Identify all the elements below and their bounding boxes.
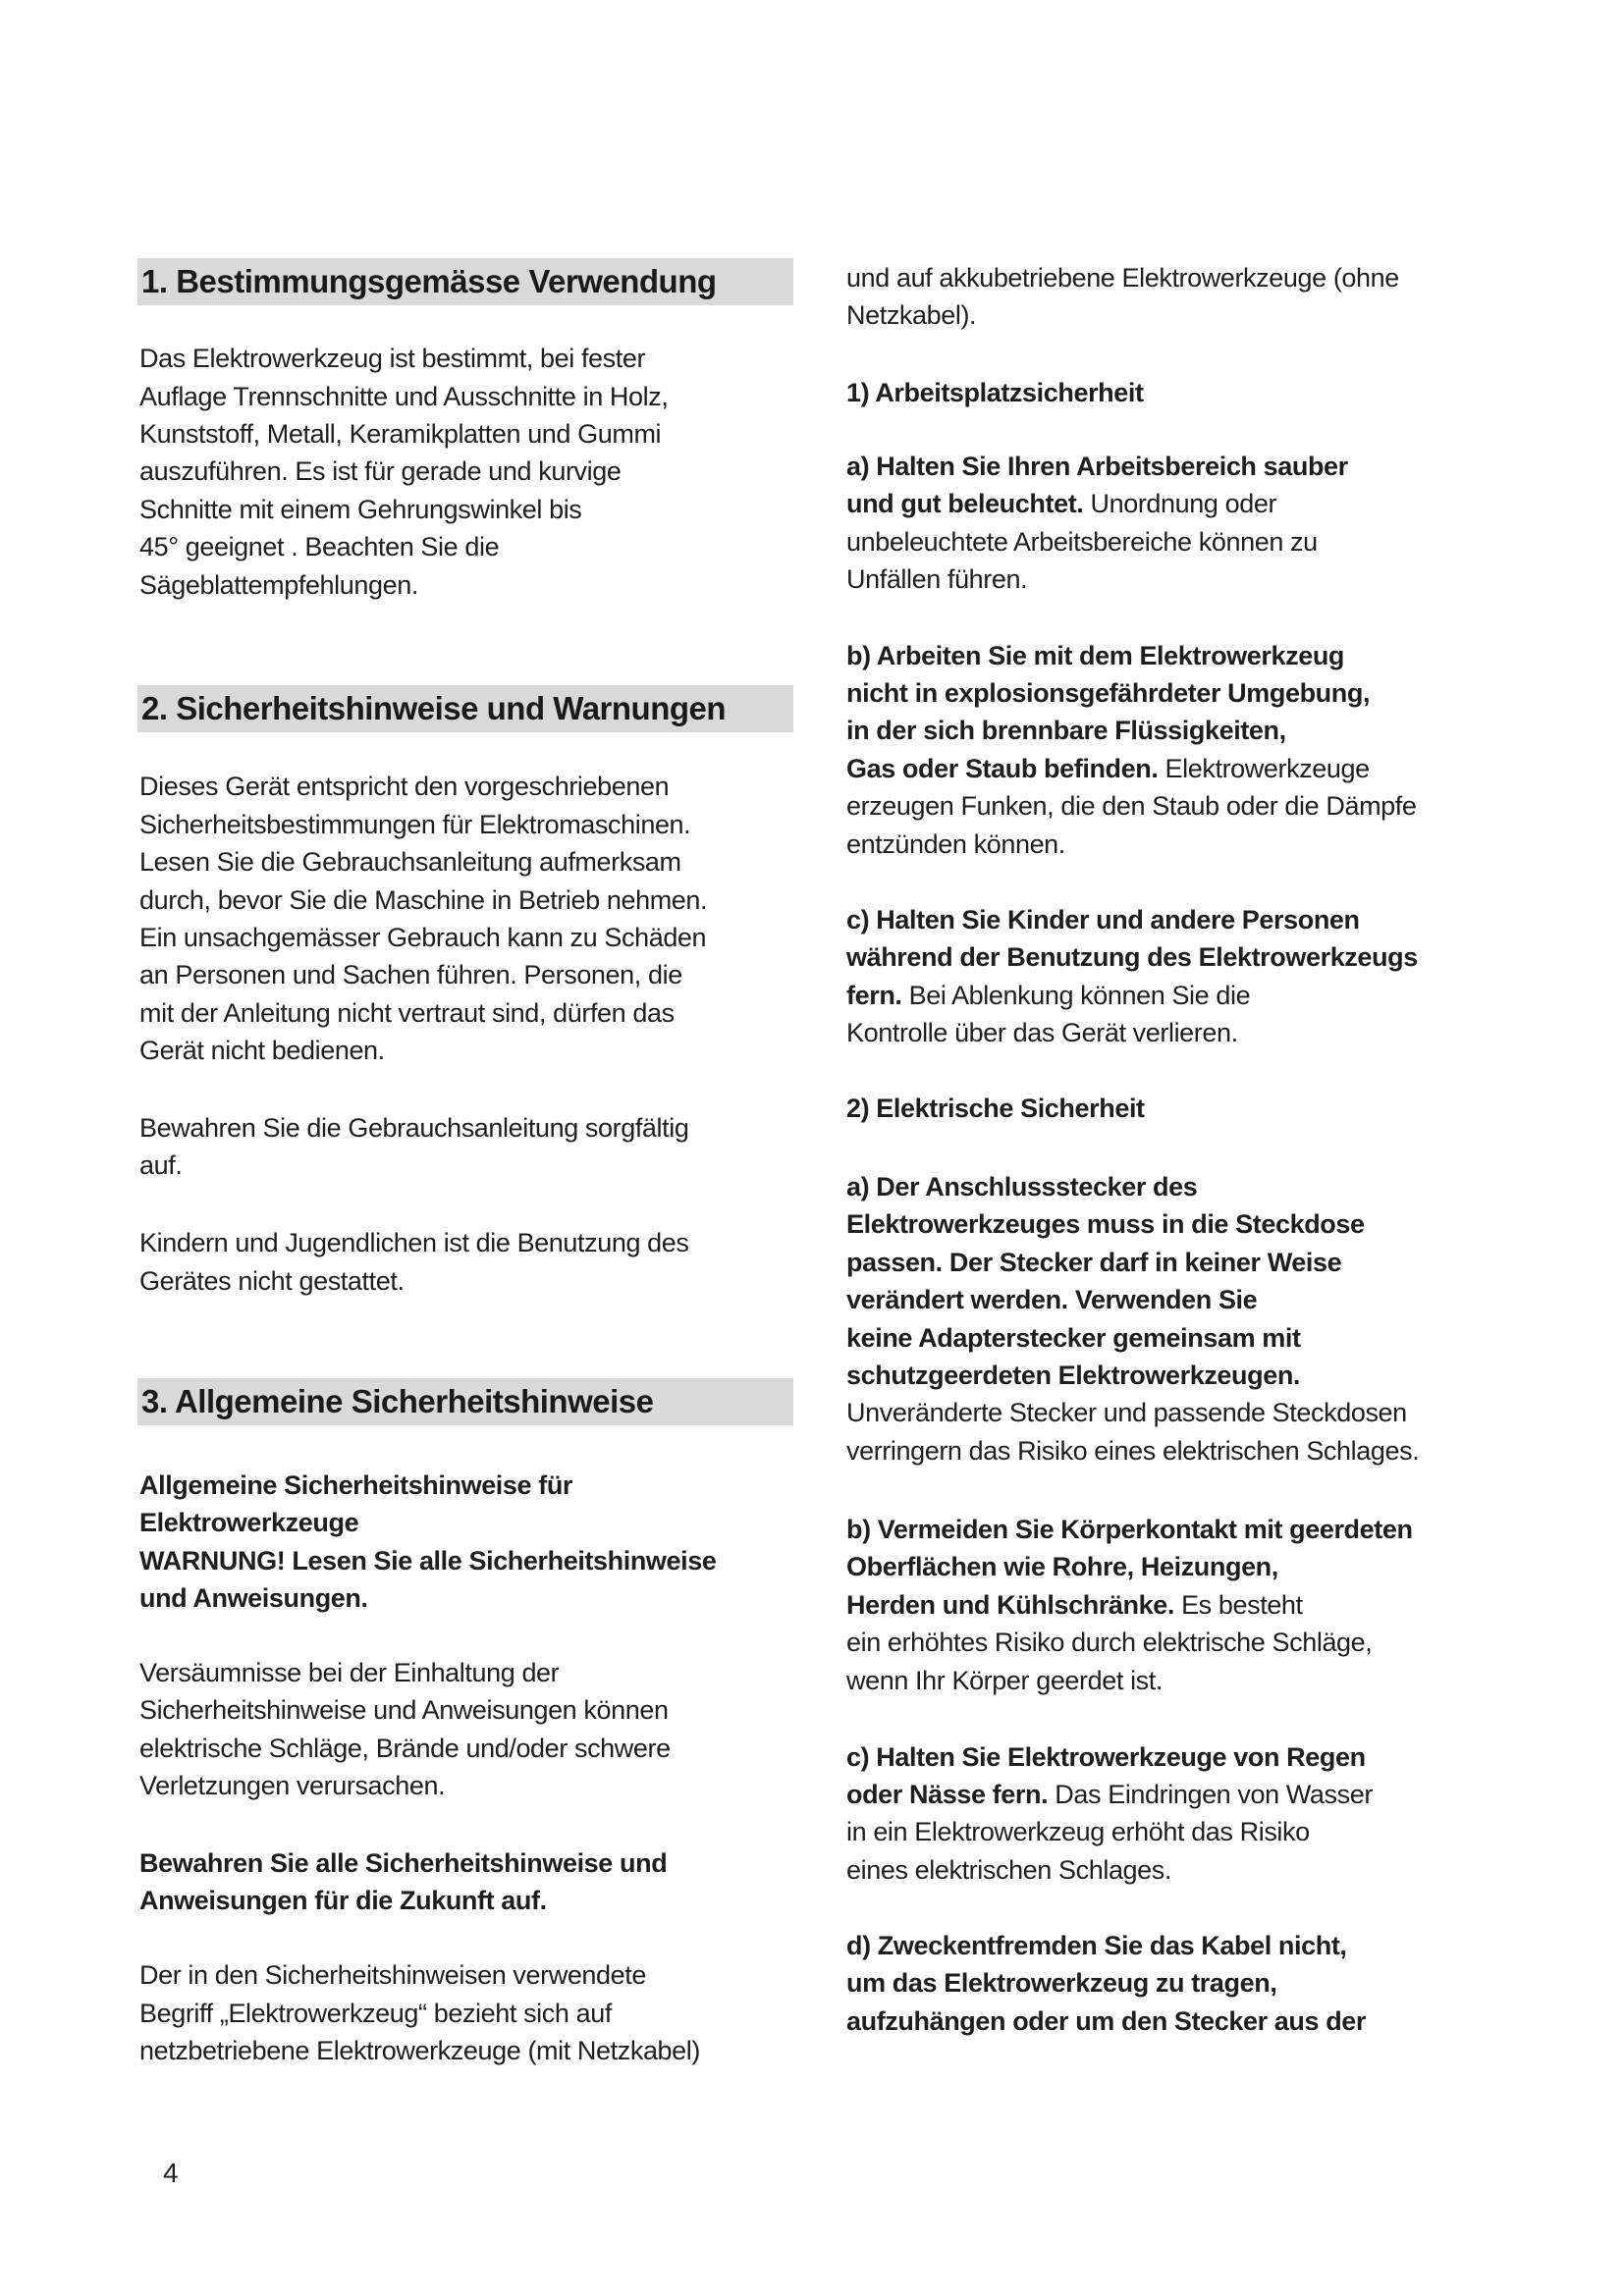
text-line: Sicherheitsbestimmungen für Elektromaschinen.	[139, 809, 691, 839]
regular-text: Elektrowerkzeuge	[1158, 753, 1370, 783]
page-number: 4	[163, 2158, 179, 2188]
section-heading-3: 3. Allgemeine Sicherheitshinweise	[137, 1378, 793, 1425]
text-line: Schnitte mit einem Gehrungswinkel bis	[139, 494, 582, 524]
text-line: Sägeblattempfehlungen.	[139, 569, 418, 600]
bold-text: 2) Elektrische Sicherheit	[846, 1094, 1145, 1124]
bold-text: um das Elektrowerkzeug zu tragen,	[846, 1968, 1277, 1999]
regular-text: Bei Ablenkung können Sie die	[901, 980, 1251, 1010]
bold-text: und gut beleuchtet.	[846, 489, 1084, 519]
text-line	[139, 1504, 716, 1541]
bold-text: Elektrowerkzeuge	[139, 1508, 359, 1538]
bold-text: c) Halten Sie Kinder und andere Personen	[846, 904, 1360, 934]
text-paragraph	[846, 259, 1399, 335]
text-paragraph	[846, 1738, 1373, 1890]
text-line	[846, 1205, 1419, 1243]
text-line: auf.	[139, 1150, 183, 1181]
bold-text: b) Arbeiten Sie mit dem Elektrowerkzeug	[846, 640, 1345, 670]
text-line	[846, 1281, 1419, 1318]
text-line: auszuführen. Es ist für gerade und kurvige	[139, 456, 622, 487]
bold-text: fern.	[846, 980, 902, 1010]
text-line	[139, 1844, 667, 1882]
text-line	[846, 938, 1418, 976]
text-paragraph	[139, 1224, 689, 1300]
text-paragraph	[139, 1654, 671, 1805]
text-line	[846, 1548, 1413, 1585]
regular-text: Das Eindringen von Wasser	[1048, 1779, 1373, 1809]
bold-text: schutzgeerdeten Elektrowerkzeugen.	[846, 1360, 1301, 1390]
text-line: entzünden können.	[846, 828, 1065, 859]
text-line	[846, 674, 1417, 712]
text-line: Verletzungen verursachen.	[139, 1771, 446, 1800]
bold-text: und Anweisungen.	[139, 1582, 368, 1613]
text-line: Sicherheitshinweise und Anweisungen können	[139, 1695, 669, 1726]
text-line: durch, bevor Sie die Maschine in Betrieb nehmen.	[139, 884, 708, 915]
text-line	[846, 637, 1417, 674]
bold-text: d) Zweckentfremden Sie das Kabel nicht,	[846, 1931, 1347, 1961]
text-paragraph	[139, 1467, 716, 1618]
bold-text: in der sich brennbare Flüssigkeiten,	[846, 716, 1286, 746]
text-line: erzeugen Funken, die den Staub oder die Dämpfe	[846, 791, 1417, 822]
bold-text: Herden und Kühlschränke.	[846, 1589, 1174, 1620]
text-line	[846, 1357, 1419, 1394]
bold-text: Elektrowerkzeuges muss in die Steckdose	[846, 1209, 1365, 1240]
bold-text: Gas oder Staub befinden.	[846, 753, 1159, 783]
regular-text: Unordnung oder	[1083, 489, 1277, 519]
text-line	[846, 1090, 1145, 1127]
text-line: Gerätes nicht gestattet.	[139, 1265, 405, 1296]
bold-text: Oberflächen wie Rohre, Heizungen,	[846, 1552, 1278, 1582]
text-line	[846, 374, 1144, 411]
text-line: Unveränderte Stecker und passende Steckdosen	[846, 1398, 1407, 1428]
text-line: Netzkabel).	[846, 299, 977, 330]
bold-text: aufzuhängen oder um den Stecker aus der	[846, 2005, 1367, 2036]
text-paragraph	[846, 1927, 1366, 2040]
bold-text: während der Benutzung des Elektrowerkzeugs	[846, 942, 1418, 973]
text-paragraph	[846, 1168, 1419, 1469]
text-line	[846, 1776, 1373, 1813]
text-line: Ein unsachgemässer Gebrauch kann zu Schäden	[139, 922, 707, 952]
text-line	[846, 1168, 1419, 1205]
regular-text: Es besteht	[1173, 1589, 1303, 1620]
text-line	[846, 750, 1417, 787]
text-line	[846, 1319, 1419, 1357]
text-line: Versäumnisse bei der Einhaltung der	[139, 1657, 560, 1687]
text-line: unbeleuchtete Arbeitsbereiche können zu	[846, 526, 1318, 557]
text-line: Der in den Sicherheitshinweisen verwendete	[139, 1960, 647, 1991]
bold-text: keine Adapterstecker gemeinsam mit	[846, 1322, 1301, 1353]
text-line	[139, 1467, 716, 1504]
text-line: eines elektrischen Schlages.	[846, 1854, 1171, 1885]
text-line	[846, 712, 1417, 749]
text-line	[846, 1244, 1419, 1281]
bold-text: b) Vermeiden Sie Körperkontakt mit geerdeten	[846, 1514, 1413, 1544]
text-line	[846, 1511, 1413, 1548]
text-line: verringern das Risiko eines elektrischen Schlages.	[846, 1435, 1420, 1466]
text-line	[846, 1927, 1366, 1964]
bold-text: a) Der Anschlussstecker des	[846, 1172, 1198, 1202]
bold-text: Anweisungen für die Zukunft auf.	[139, 1886, 547, 1916]
bold-text: nicht in explosionsgefährdeter Umgebung,	[846, 677, 1371, 708]
text-line	[846, 977, 1418, 1014]
text-line: Bewahren Sie die Gebrauchsanleitung sorgfältig	[139, 1112, 689, 1143]
bold-text: Allgemeine Sicherheitshinweise für	[139, 1469, 573, 1500]
text-line: und auf akkubetriebene Elektrowerkzeuge (ohne	[846, 262, 1399, 293]
bold-text: Bewahren Sie alle Sicherheitshinweise und	[139, 1847, 668, 1878]
text-line: Kontrolle über das Gerät verlieren.	[846, 1017, 1238, 1047]
bold-text: WARNUNG! Lesen Sie alle Sicherheitshinweise	[139, 1545, 717, 1575]
text-line: Kindern und Jugendlichen ist die Benutzung des	[139, 1228, 689, 1258]
text-line: an Personen und Sachen führen. Personen, die	[139, 960, 682, 990]
text-line: Begriff „Elektrowerkzeug“ bezieht sich auf	[139, 1998, 612, 2028]
text-paragraph	[846, 637, 1417, 863]
text-paragraph	[846, 1090, 1145, 1127]
text-paragraph	[846, 1511, 1413, 1699]
text-line: in ein Elektrowerkzeug erhöht das Risiko	[846, 1817, 1310, 1847]
text-line: ein erhöhtes Risiko durch elektrische Schläge,	[846, 1628, 1373, 1658]
text-line	[846, 1964, 1366, 2002]
text-line: mit der Anleitung nicht vertraut sind, dürfen das	[139, 997, 675, 1028]
bold-text: passen. Der Stecker darf in keiner Weise	[846, 1247, 1342, 1277]
text-line: Auflage Trennschnitte und Ausschnitte in Holz,	[139, 381, 669, 411]
text-line	[139, 1542, 716, 1579]
text-line	[139, 1579, 716, 1617]
bold-text: oder Nässe fern.	[846, 1779, 1049, 1809]
text-line	[846, 2002, 1366, 2040]
text-paragraph	[139, 1109, 688, 1185]
text-line	[846, 1738, 1373, 1776]
section-heading-1: 1. Bestimmungsgemässe Verwendung	[137, 258, 793, 305]
text-line	[846, 448, 1348, 485]
text-line: elektrische Schläge, Brände und/oder schwere	[139, 1733, 671, 1763]
text-line: Das Elektrowerkzeug ist bestimmt, bei fester	[139, 344, 646, 374]
text-line: Kunststoff, Metall, Keramikplatten und Gummi	[139, 419, 662, 450]
text-line	[846, 1586, 1413, 1624]
text-line: wenn Ihr Körper geerdet ist.	[846, 1665, 1163, 1695]
text-paragraph	[139, 1844, 667, 1920]
bold-text: a) Halten Sie Ihren Arbeitsbereich sauber	[846, 452, 1348, 482]
section-heading-2: 2. Sicherheitshinweise und Warnungen	[137, 685, 793, 732]
text-paragraph	[846, 901, 1418, 1052]
bold-text: 1) Arbeitsplatzsicherheit	[846, 377, 1144, 407]
text-line: 45° geeignet . Beachten Sie die	[139, 532, 500, 562]
text-paragraph	[846, 448, 1348, 599]
text-paragraph	[139, 340, 668, 604]
text-paragraph	[139, 1956, 700, 2069]
text-line	[846, 485, 1348, 522]
text-paragraph	[846, 374, 1144, 411]
text-paragraph	[139, 768, 707, 1069]
text-line: Gerät nicht bedienen.	[139, 1036, 385, 1066]
bold-text: c) Halten Sie Elektrowerkzeuge von Regen	[846, 1741, 1366, 1772]
text-line	[846, 901, 1418, 938]
bold-text: verändert werden. Verwenden Sie	[846, 1285, 1258, 1315]
text-line: netzbetriebene Elektrowerkzeuge (mit Netzkabel)	[139, 2035, 700, 2065]
text-line: Lesen Sie die Gebrauchsanleitung aufmerksam	[139, 847, 681, 878]
text-line	[139, 1882, 667, 1919]
text-line: Dieses Gerät entspricht den vorgeschriebenen	[139, 772, 670, 802]
text-line: Unfällen führen.	[846, 564, 1028, 595]
